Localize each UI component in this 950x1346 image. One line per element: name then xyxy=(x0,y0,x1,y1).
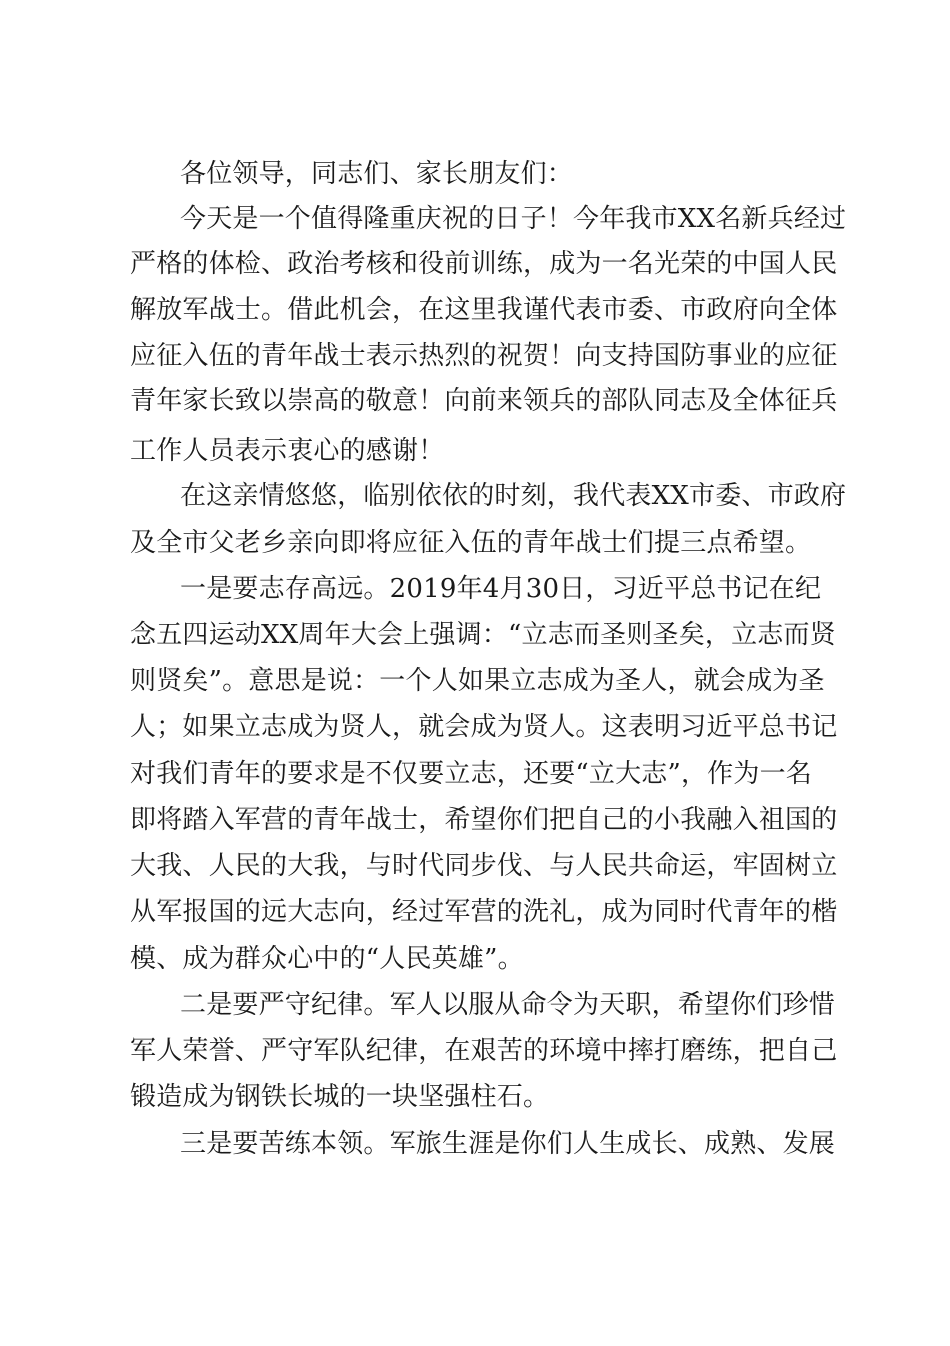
text-line: 及全市父老乡亲向即将应征入伍的青年战士们提三点希望。 xyxy=(130,528,812,558)
text-line: 军人荣誉、严守军队纪律，在艰苦的环境中摔打磨练，把自己 xyxy=(130,1036,838,1066)
text-line: 严格的体检、政治考核和役前训练，成为一名光荣的中国人民 xyxy=(130,249,838,279)
text-line: 大我、人民的大我，与时代同步伐、与人民共命运，牢固树立 xyxy=(130,851,838,881)
text-line-salutation: 各位领导，同志们、家长朋友们： xyxy=(180,159,574,189)
text-line: 青年家长致以崇高的敬意！向前来领兵的部队同志及全体征兵 xyxy=(130,386,838,416)
text-line: 对我们青年的要求是不仅要立志，还要“立大志”，作为一名 xyxy=(130,759,812,789)
text-line: 解放军战士。借此机会，在这里我谨代表市委、市政府向全体 xyxy=(130,295,838,325)
text-line: 即将踏入军营的青年战士，希望你们把自己的小我融入祖国的 xyxy=(130,805,838,835)
text-line: 三是要苦练本领。军旅生涯是你们人生成长、成熟、发展 xyxy=(180,1129,836,1159)
text-line: 在这亲情悠悠，临别依依的时刻，我代表XX市委、市政府 xyxy=(180,481,847,511)
text-line: 二是要严守纪律。军人以服从命令为天职，希望你们珍惜 xyxy=(180,990,836,1020)
text-line: 人；如果立志成为贤人，就会成为贤人。这表明习近平总书记 xyxy=(130,712,838,742)
text-line: 应征入伍的青年战士表示热烈的祝贺！向支持国防事业的应征 xyxy=(130,341,838,371)
text-line: 锻造成为钢铁长城的一块坚强柱石。 xyxy=(130,1082,550,1112)
text-line: 工作人员表示衷心的感谢！ xyxy=(130,436,445,466)
text-line: 模、成为群众心中的“人民英雄”。 xyxy=(130,944,524,974)
text-line: 今天是一个值得隆重庆祝的日子！今年我市XX名新兵经过 xyxy=(180,204,847,234)
text-line: 念五四运动XX周年大会上强调：“立志而圣则圣矣，立志而贤 xyxy=(130,620,836,650)
text-line: 从军报国的远大志向，经过军营的洗礼，成为同时代青年的楷 xyxy=(130,897,838,927)
text-line: 则贤矣”。意思是说：一个人如果立志成为圣人，就会成为圣 xyxy=(130,666,825,696)
text-line: 一是要志存高远。2019年4月30日，习近平总书记在纪 xyxy=(180,574,822,604)
